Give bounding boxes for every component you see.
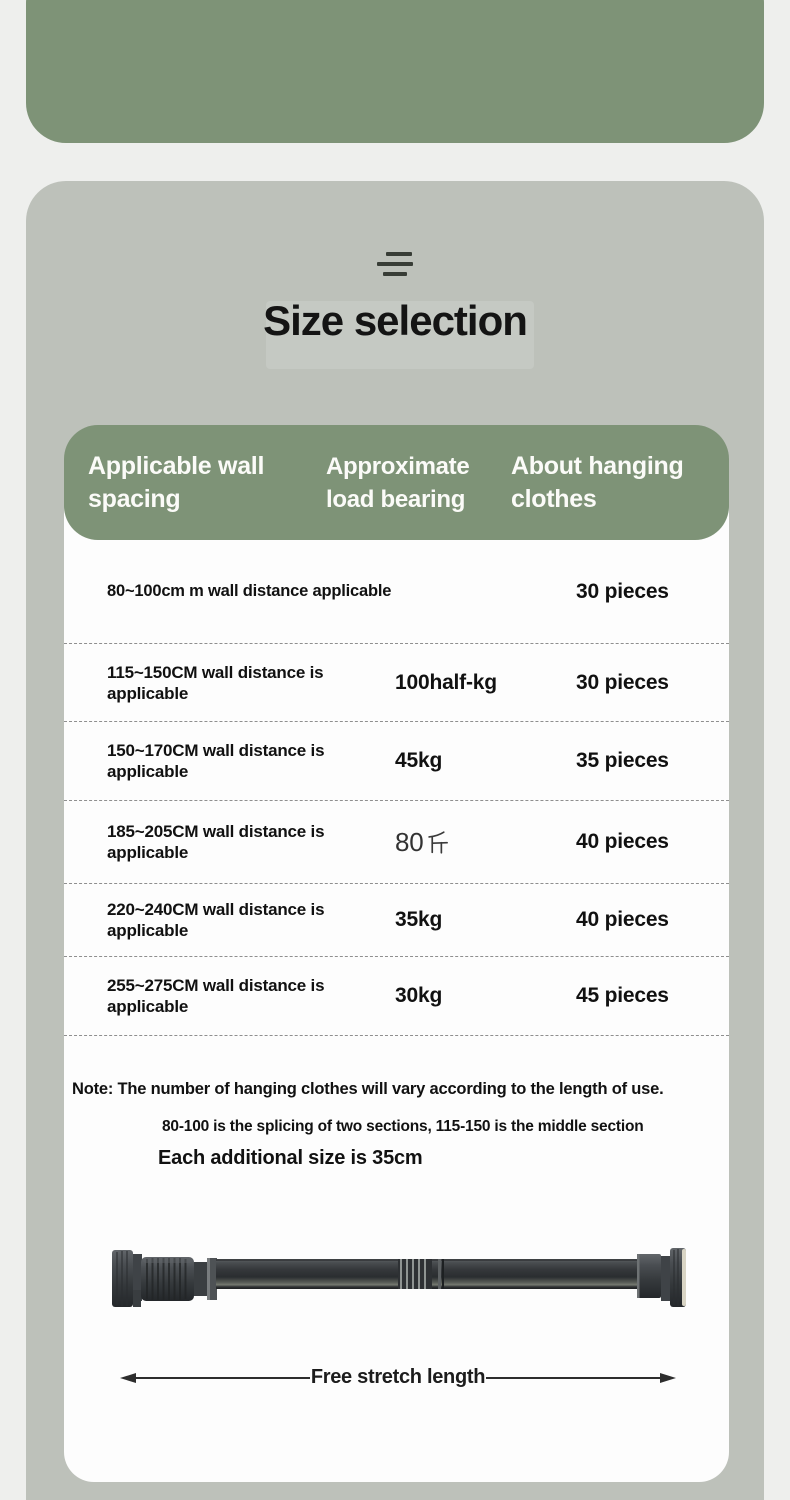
arrow-line: [486, 1377, 660, 1380]
load-bearing-cell: 100half-kg: [395, 670, 497, 694]
wall-spacing-cell: 150~170CM wall distance is applicable: [107, 741, 325, 781]
hanging-clothes-cell: 40 pieces: [576, 908, 669, 931]
right-sleeve: [637, 1254, 661, 1298]
hanging-clothes-cell: 45 pieces: [576, 984, 669, 1007]
column-header-load-bearing: Approximate load bearing: [326, 452, 470, 513]
arrowhead-left-icon: [120, 1373, 136, 1383]
table-row: [64, 801, 729, 884]
previous-section-green-block: [26, 0, 764, 143]
tension-rod-illustration: [104, 1245, 689, 1311]
free-stretch-arrow: [120, 1363, 676, 1393]
note-sub-text: 80-100 is the splicing of two sections, 115-150 is the middle section: [162, 1118, 644, 1135]
table-header: [64, 425, 729, 540]
note-size-increment-text: Each additional size is 35cm: [158, 1147, 423, 1169]
table-row: [64, 722, 729, 801]
hanging-clothes-cell: 30 pieces: [576, 579, 669, 603]
hanging-clothes-cell: 40 pieces: [576, 830, 669, 853]
load-bearing-cell: 35kg: [395, 908, 443, 931]
section-title: Size selection: [263, 297, 527, 344]
arrow-line: [136, 1377, 310, 1380]
hanging-clothes-cell: 30 pieces: [576, 670, 669, 694]
wall-spacing-cell: 80~100cm m wall distance applicable: [107, 582, 392, 600]
wall-spacing-cell: 220~240CM wall distance is applicable: [107, 900, 325, 940]
arrowhead-right-icon: [660, 1373, 676, 1383]
wall-spacing-cell: 255~275CM wall distance is applicable: [107, 976, 325, 1016]
load-number: 80: [395, 826, 424, 857]
load-bearing-cell: [395, 827, 576, 858]
wall-spacing-cell: 185~205CM wall distance is applicable: [107, 822, 325, 862]
wall-spacing-cell: 115~150CM wall distance is applicable: [107, 662, 324, 703]
jin-cjk-character-glyph: [426, 829, 450, 855]
table-row: [64, 644, 729, 722]
table-row: [64, 540, 729, 644]
load-bearing-cell: 30kg: [395, 984, 443, 1007]
column-header-hanging-clothes: About hanging clothes: [511, 451, 684, 513]
size-selection-card: [26, 181, 764, 1500]
hanging-clothes-cell: 35 pieces: [576, 749, 669, 772]
table-panel: [64, 480, 729, 1482]
arrow-label: Free stretch length: [310, 1365, 486, 1388]
size-table-rows: [64, 540, 729, 1036]
note-main-text: Note: The number of hanging clothes will vary according to the length of use.: [72, 1080, 664, 1098]
staggered-lines-icon: [377, 252, 415, 276]
table-row: [64, 957, 729, 1036]
table-row: [64, 884, 729, 957]
column-header-wall-spacing: Applicable wall spacing: [88, 451, 265, 513]
load-bearing-cell: 45kg: [395, 749, 443, 772]
